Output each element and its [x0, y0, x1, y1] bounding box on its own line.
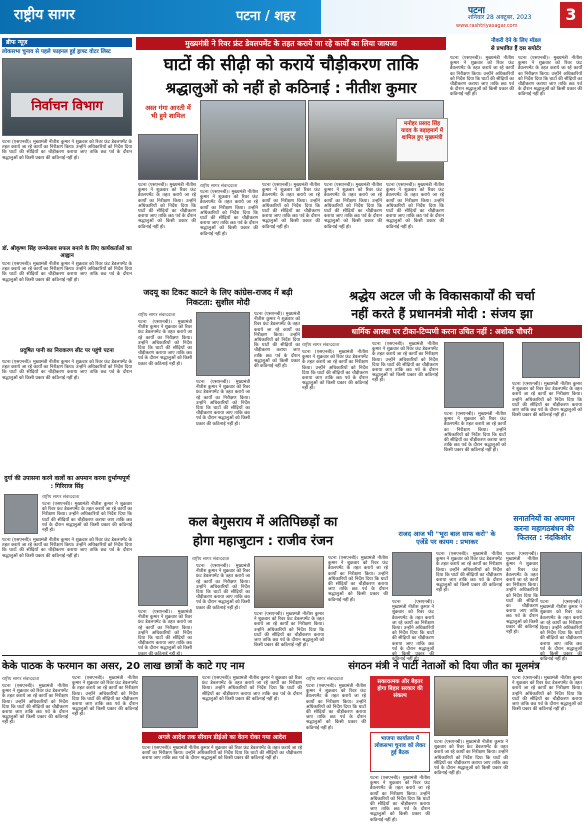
- brief2-headline: डॉ. श्रीकृष्ण सिंह जन्मोत्सव सफल बनाने के लिए कार्यकर्ताओं का आह्वान: [2, 246, 132, 259]
- begusarai-body-d: पटना (एसएनबी)। मुख्यमंत्री नीतीश कुमार ने शुक्रवार को रिवर फ्रंट डेवलपमेंट के तहत कराये जा रहे कार्यों का निरीक्षण किया। उन्होंने अधिकारियों को निर्देश दिया कि घाटों की सीढ़ियों का चौड़ीकरण कराया जाए ताकि छठ पर्व के दौरान श्रद्धालुओं को किसी प्रकार की कठिनाई नहीं हो।: [328, 556, 388, 603]
- lead-body-col1: पटना (एसएनबी)। मुख्यमंत्री नीतीश कुमार ने शुक्रवार को रिवर फ्रंट डेवलपमेंट के तहत कराये जा रहे कार्यों का निरीक्षण किया। उन्होंने अधिकारियों को निर्देश दिया कि घाटों की सीढ़ियों का चौड़ीकरण कराया जाए ताकि छठ पर्व के दौरान श्रद्धालुओं को किसी प्रकार की कठिनाई नहीं हो।: [138, 183, 196, 230]
- atal-body-b: पटना (एसएनबी)। मुख्यमंत्री नीतीश कुमार ने शुक्रवार को रिवर फ्रंट डेवलपमेंट के तहत कराये जा रहे कार्यों का निरीक्षण किया। उन्होंने अधिकारियों को निर्देश दिया कि घाटों की सीढ़ियों का चौड़ीकरण कराया जाए ताकि छठ पर्व के दौरान श्रद्धालुओं को किसी प्रकार की कठिनाई नहीं हो।: [372, 342, 438, 384]
- right-body-a: पटना (एसएनबी)। मुख्यमंत्री नीतीश कुमार ने शुक्रवार को रिवर फ्रंट डेवलपमेंट के तहत कराये जा रहे कार्यों का निरीक्षण किया। उन्होंने अधिकारियों को निर्देश दिया कि घाटों की सीढ़ियों का चौड़ीकरण कराया जाए ताकि छठ पर्व के दौरान श्रद्धालुओं को किसी प्रकार की कठिनाई नहीं हो।: [450, 56, 514, 98]
- prabhakar-photo: [392, 552, 432, 596]
- brief3-headline: प्रदूषित पानी का निराकरण सीट पर पहुंचे पटना: [20, 348, 114, 354]
- newspaper-brand: राष्ट्रीय सागर: [14, 7, 75, 23]
- election-office-photo: [2, 58, 132, 136]
- atal-body-a: पटना (एसएनबी)। मुख्यमंत्री नीतीश कुमार ने शुक्रवार को रिवर फ्रंट डेवलपमेंट के तहत कराये जा रहे कार्यों का निरीक्षण किया। उन्होंने अधिकारियों को निर्देश दिया कि घाटों की सीढ़ियों का चौड़ीकरण कराया जाए ताकि छठ पर्व के दौरान श्रद्धालुओं को किसी प्रकार की कठिनाई नहीं हो।: [302, 350, 368, 392]
- kk-body-c: पटना (एसएनबी)। मुख्यमंत्री नीतीश कुमार ने शुक्रवार को रिवर फ्रंट डेवलपमेंट के तहत कराये जा रहे कार्यों का निरीक्षण किया। उन्होंने अधिकारियों को निर्देश दिया कि घाटों की सीढ़ियों का चौड़ीकरण कराया जाए ताकि छठ पर्व के दौरान श्रद्धालुओं को किसी प्रकार की कठिनाई नहीं हो।: [202, 676, 302, 702]
- begusarai-event-photo: [254, 556, 324, 608]
- lead-photo-caption-2: भी हुये शामिल: [150, 112, 186, 120]
- ashok-headline-bar: धार्मिक आस्था पर टीका-टिप्पणी करना उचित नहीं : अशोक चौधरी: [302, 325, 582, 338]
- kk-box-body: पटना (एसएनबी)। मुख्यमंत्री नीतीश कुमार ने शुक्रवार को रिवर फ्रंट डेवलपमेंट के तहत कराये जा रहे कार्यों का निरीक्षण किया। उन्होंने अधिकारियों को निर्देश दिया कि घाटों की सीढ़ियों का चौड़ीकरण कराया जाए ताकि छठ पर्व के दौरान श्रद्धालुओं को किसी प्रकार की कठिनाई नहीं हो।: [142, 746, 302, 762]
- brief-news-kicker: ब्रीफ न्यूज़: [2, 38, 132, 47]
- nandkishore-photo: [540, 552, 582, 596]
- giriraj-photo: [4, 494, 38, 534]
- sanatan-body-a: पटना (एसएनबी)। मुख्यमंत्री नीतीश कुमार ने शुक्रवार को रिवर फ्रंट डेवलपमेंट के तहत कराये जा रहे कार्यों का निरीक्षण किया। उन्होंने अधिकारियों को निर्देश दिया कि घाटों की सीढ़ियों का चौड़ीकरण कराया जाए ताकि छठ पर्व के दौरान श्रद्धालुओं को किसी प्रकार की कठिनाई नहीं हो।: [506, 552, 538, 636]
- kk-body-a: पटना (एसएनबी)। मुख्यमंत्री नीतीश कुमार ने शुक्रवार को रिवर फ्रंट डेवलपमेंट के तहत कराये जा रहे कार्यों का निरीक्षण किया। उन्होंने अधिकारियों को निर्देश दिया कि घाटों की सीढ़ियों का चौड़ीकरण कराया जाए ताकि छठ पर्व के दौरान श्रद्धालुओं को किसी प्रकार की कठिनाई नहीं हो।: [2, 684, 68, 726]
- rjd-body-a: पटना (एसएनबी)। मुख्यमंत्री नीतीश कुमार ने शुक्रवार को रिवर फ्रंट डेवलपमेंट के तहत कराये जा रहे कार्यों का निरीक्षण किया। उन्होंने अधिकारियों को निर्देश दिया कि घाटों की सीढ़ियों का चौड़ीकरण कराया जाए ताकि छठ पर्व के दौरान श्रद्धालुओं को किसी प्रकार की कठिनाई नहीं हो।: [436, 552, 502, 594]
- lead-photo-caption-1: अस्त गंगा आरती में: [145, 104, 191, 112]
- lead-headline-line1: घाटों की सीढ़ी को करायें चौड़ीकरण ताकि: [163, 55, 419, 75]
- kk-headline: केके पाठक के फरमान का असर, 20 लाख छात्रों के काटे गए नाम: [2, 661, 245, 672]
- brief1-body: पटना (एसएनबी)। मुख्यमंत्री नीतीश कुमार ने शुक्रवार को रिवर फ्रंट डेवलपमेंट के तहत कराये जा रहे कार्यों का निरीक्षण किया। उन्होंने अधिकारियों को निर्देश दिया कि घाटों की सीढ़ियों का चौड़ीकरण कराया जाए ताकि छठ पर्व के दौरान श्रद्धालुओं को किसी प्रकार की कठिनाई नहीं हो।: [2, 140, 132, 161]
- sangathan-body-b: पटना (एसएनबी)। मुख्यमंत्री नीतीश कुमार ने शुक्रवार को रिवर फ्रंट डेवलपमेंट के तहत कराये जा रहे कार्यों का निरीक्षण किया। उन्होंने अधिकारियों को निर्देश दिया कि घाटों की सीढ़ियों का चौड़ीकरण कराया जाए ताकि छठ पर्व के दौरान श्रद्धालुओं को किसी प्रकार की कठिनाई नहीं हो।: [370, 776, 430, 823]
- begusarai-body-a: पटना (एसएनबी)। मुख्यमंत्री नीतीश कुमार ने शुक्रवार को रिवर फ्रंट डेवलपमेंट के तहत कराये जा रहे कार्यों का निरीक्षण किया। उन्होंने अधिकारियों को निर्देश दिया कि घाटों की सीढ़ियों का चौड़ीकरण कराया जाए ताकि छठ पर्व के दौरान श्रद्धालुओं को किसी: [138, 610, 192, 652]
- page-number: 3: [560, 2, 582, 28]
- brief4-headline: दुर्गा की उपासना करने वालों का अपमान करना दुर्भाग्यपूर्ण : गिरिराज सिंह: [4, 475, 130, 490]
- rajiv-ranjan-photo: [138, 556, 188, 606]
- begusarai-body-b: पटना (एसएनबी)। मुख्यमंत्री नीतीश कुमार ने शुक्रवार को रिवर फ्रंट डेवलपमेंट के तहत कराये जा रहे कार्यों का निरीक्षण किया। उन्होंने अधिकारियों को निर्देश दिया कि घाटों की सीढ़ियों का चौड़ीकरण कराया जाए ताकि छठ पर्व के दौरान श्रद्धालुओं को किसी प्रकार की कठिनाई नहीं हो।: [196, 564, 250, 611]
- lead-body-col4: पटना (एसएनबी)। मुख्यमंत्री नीतीश कुमार ने शुक्रवार को रिवर फ्रंट डेवलपमेंट के तहत कराये जा रहे कार्यों का निरीक्षण किया। उन्होंने अधिकारियों को निर्देश दिया कि घाटों की सीढ़ियों का चौड़ीकरण कराया जाए ताकि छठ पर्व के दौरान श्रद्धालुओं को किसी प्रकार की कठिनाई नहीं हो।: [324, 183, 382, 230]
- kk-pathak-photo: [142, 676, 198, 728]
- lead-headline-line2: श्रद्धालुओं को नहीं हो कठिनाई : नीतीश कुमार: [165, 79, 417, 97]
- lead-body-col5: पटना (एसएनबी)। मुख्यमंत्री नीतीश कुमार ने शुक्रवार को रिवर फ्रंट डेवलपमेंट के तहत कराये जा रहे कार्यों का निरीक्षण किया। उन्होंने अधिकारियों को निर्देश दिया कि घाटों की सीढ़ियों का चौड़ीकरण कराया जाए ताकि छठ पर्व के दौरान श्रद्धालुओं को किसी प्रकार की कठिनाई नहीं हो।: [386, 183, 444, 230]
- atal-reporter: राष्ट्रीय सागर संवाददाता: [302, 343, 340, 348]
- atal-headline-line2: नहीं करते हैं प्रधानमंत्री मोदी : संजय झा: [351, 306, 533, 321]
- jdu-reporter: राष्ट्रीय सागर संवाददाता: [138, 313, 176, 318]
- begusarai-reporter: राष्ट्रीय सागर संवाददाता: [192, 557, 230, 562]
- section-title: पटना / शहर: [236, 9, 296, 24]
- right-kicker: नौकरी देने के लिए मॉडल: [491, 38, 541, 44]
- sanatan-body-b: पटना (एसएनबी)। मुख्यमंत्री नीतीश कुमार ने शुक्रवार को रिवर फ्रंट डेवलपमेंट के तहत कराये जा रहे कार्यों का निरीक्षण किया। उन्होंने अधिकारियों को निर्देश दिया कि घाटों की सीढ़ियों का चौड़ीकरण कराया जाए ताकि छठ पर्व के दौरान श्रद्धालुओं कठिनाई नहीं हो।: [540, 600, 582, 663]
- ashok-choudhary-photo: [522, 342, 580, 378]
- rjd-body-b: पटना (एसएनबी)। मुख्यमंत्री नीतीश कुमार ने शुक्रवार को रिवर फ्रंट डेवलपमेंट के तहत कराये जा रहे कार्यों का निरीक्षण किया। उन्होंने अधिकारियों को निर्देश दिया कि घाटों की सीढ़ियों का चौड़ीकरण कराया जाए ताकि छठ पर्व के दौरान श्रद्धालुओं कठिनाई नहीं हो।: [392, 600, 434, 663]
- sangathan-box-2: भाजपा कार्यालय में लोकसभा चुनाव को लेकर हुई बैठक: [370, 732, 430, 772]
- lead-photo-main: [200, 100, 306, 180]
- brief2-body: पटना (एसएनबी)। मुख्यमंत्री नीतीश कुमार ने शुक्रवार को रिवर फ्रंट डेवलपमेंट के तहत कराये जा रहे कार्यों का निरीक्षण किया। उन्होंने अधिकारियों को निर्देश दिया कि घाटों की सीढ़ियों का चौड़ीकरण कराया जाए ताकि छठ पर्व के दौरान श्रद्धालुओं को किसी प्रकार की कठिनाई नहीं हो।: [2, 262, 132, 283]
- begusarai-headline-line2: होगा महाजुटान : राजीव रंजन: [192, 534, 334, 549]
- lead-photo-aarti: [138, 134, 198, 180]
- rjd-headline: राजद आज भी "भूरा बाल साफ करो" के एजेंडे पर कायम : प्रभाकर: [398, 530, 496, 546]
- sangathan-body-a: पटना (एसएनबी)। मुख्यमंत्री नीतीश कुमार ने शुक्रवार को रिवर फ्रंट डेवलपमेंट के तहत कराये जा रहे कार्यों का निरीक्षण किया। उन्होंने अधिकारियों को निर्देश दिया कि घाटों की सीढ़ियों का चौड़ीकरण कराया जाए ताकि छठ पर्व के दौरान श्रद्धालुओं को किसी प्रकार की कठिनाई नहीं हो।: [306, 684, 366, 731]
- lead-reporter: राष्ट्रीय सागर संवाददाता: [200, 184, 238, 189]
- lead-body-col3: पटना (एसएनबी)। मुख्यमंत्री नीतीश कुमार ने शुक्रवार को रिवर फ्रंट डेवलपमेंट के तहत कराये जा रहे कार्यों का निरीक्षण किया। उन्होंने अधिकारियों को निर्देश दिया कि घाटों की सीढ़ियों का चौड़ीकरण कराया जाए ताकि छठ पर्व के दौरान श्रद्धालुओं को किसी प्रकार की कठिनाई नहीं हो।: [262, 183, 320, 230]
- sangathan-reporter: राष्ट्रीय सागर संवाददाता: [306, 677, 344, 682]
- right-kicker-2: से प्रभावित हैं दस सपोर्टर: [490, 46, 542, 52]
- begusarai-headline-line1: कल बेगुसराय में अतिपिछड़ों का: [188, 515, 338, 530]
- jdu-headline: जदयू का टिकट काटने के लिए कांग्रेस-राजद में बढ़ी निकटता: सुशील मोदी: [143, 288, 293, 307]
- jdu-body-b: पटना (एसएनबी)। मुख्यमंत्री नीतीश कुमार ने शुक्रवार को रिवर फ्रंट डेवलपमेंट के तहत कराये जा रहे कार्यों का निरीक्षण किया। उन्होंने अधिकारियों को निर्देश दिया कि घाटों की सीढ़ियों का चौड़ीकरण कराया जाए ताकि छठ पर्व के दौरान श्रद्धालुओं को किसी प्रकार की कठिनाई नहीं हो।: [196, 380, 250, 427]
- atal-body-c: पटना (एसएनबी)। मुख्यमंत्री नीतीश कुमार ने शुक्रवार को रिवर फ्रंट डेवलपमेंट के तहत कराये जा रहे कार्यों का निरीक्षण किया। उन्होंने अधिकारियों को निर्देश दिया कि घाटों की सीढ़ियों का चौड़ीकरण कराया जाए ताकि छठ पर्व के दौरान श्रद्धालुओं को किसी प्रकार की कठिनाई नहीं हो।: [444, 412, 506, 454]
- brief3-body: पटना (एसएनबी)। मुख्यमंत्री नीतीश कुमार ने शुक्रवार को रिवर फ्रंट डेवलपमेंट के तहत कराये जा रहे कार्यों का निरीक्षण किया। उन्होंने अधिकारियों को निर्देश दिया कि घाटों की सीढ़ियों का चौड़ीकरण कराया जाए ताकि छठ पर्व के दौरान श्रद्धालुओं को किसी प्रकार की कठिनाई नहीं हो।: [2, 360, 132, 381]
- sangathan-box-1: सकारात्मक और बेहतर होगा बिहार सरकार की संकल्प: [370, 676, 430, 728]
- sangathan-headline: संगठन मंत्री ने पार्टी नेताओं को दिया जीत का मूलमंत्र: [348, 661, 540, 672]
- brief4-reporter: राष्ट्रीय सागर संवाददाता: [42, 495, 80, 500]
- kk-box-headline: अगले आदेश तक सीवान डीईओ का वेतन रोका गया आदेश: [142, 732, 302, 743]
- sangathan-body-d: पटना (एसएनबी)। मुख्यमंत्री नीतीश कुमार ने शुक्रवार को रिवर फ्रंट डेवलपमेंट के तहत कराये जा रहे कार्यों का निरीक्षण किया। उन्होंने अधिकारियों को निर्देश दिया कि घाटों की सीढ़ियों का चौड़ीकरण कराया जाए ताकि छठ पर्व के दौरान श्रद्धालुओं को किसी प्रकार की कठिनाई नहीं हो।: [512, 676, 582, 713]
- brief4-body-a: पटना (एसएनबी)। मुख्यमंत्री नीतीश कुमार ने शुक्रवार को रिवर फ्रंट डेवलपमेंट के तहत कराये जा रहे कार्यों का निरीक्षण किया। उन्होंने अधिकारियों को निर्देश दिया कि घाटों की सीढ़ियों का चौड़ीकरण कराया जाए ताकि छठ पर्व के दौरान श्रद्धालुओं को किसी प्रकार की कठिनाई नहीं हो।: [42, 502, 132, 534]
- jdu-body-a: पटना (एसएनबी)। मुख्यमंत्री नीतीश कुमार ने शुक्रवार को रिवर फ्रंट डेवलपमेंट के तहत कराये जा रहे कार्यों का निरीक्षण किया। उन्होंने अधिकारियों को निर्देश दिया कि घाटों की सीढ़ियों का चौड़ीकरण कराया जाए ताकि छठ पर्व के दौरान श्रद्धालुओं को किसी प्रकार की कठिनाई नहीं हो।: [138, 320, 192, 367]
- bottom-divider: [2, 655, 582, 656]
- right-body-b: पटना (एसएनबी)। मुख्यमंत्री नीतीश कुमार ने शुक्रवार को रिवर फ्रंट डेवलपमेंट के तहत कराये जा रहे कार्यों का निरीक्षण किया। उन्होंने अधिकारियों को निर्देश दिया कि घाटों की सीढ़ियों का चौड़ीकरण कराया जाए ताकि छठ पर्व के दौरान श्रद्धालुओं को किसी प्रकार की कठिनाई नहीं हो।: [518, 56, 582, 98]
- sangathan-body-c: पटना (एसएनबी)। मुख्यमंत्री नीतीश कुमार ने शुक्रवार को रिवर फ्रंट डेवलपमेंट के तहत कराये जा रहे कार्यों का निरीक्षण किया। उन्होंने अधिकारियों को निर्देश दिया कि घाटों की सीढ़ियों का चौड़ीकरण कराया जाए ताकि छठ पर्व के दौरान श्रद्धालुओं को किसी प्रकार की कठिनाई नहीं हो।: [434, 740, 508, 777]
- side-story-headline: मनोहर प्रसाद सिंह यादव के बड़ाहमार्ग में शामिल हुए मुख्यमंत्री: [400, 121, 444, 141]
- sushil-modi-photo: [196, 312, 250, 376]
- brief4-body-b: पटना (एसएनबी)। मुख्यमंत्री नीतीश कुमार ने शुक्रवार को रिवर फ्रंट डेवलपमेंट के तहत कराये जा रहे कार्यों का निरीक्षण किया। उन्होंने अधिकारियों को निर्देश दिया कि घाटों की सीढ़ियों का चौड़ीकरण कराया जाए ताकि छठ पर्व के दौरान श्रद्धालुओं को किसी प्रकार की कठिनाई नहीं हो।: [2, 538, 132, 559]
- lead-strap: मुख्यमंत्री ने रिवर फ्रंट डेवलपमेंट के तहत कराये जा रहे कार्यों का लिया जायजा: [136, 37, 446, 50]
- election-office-sign: निर्वाचन विभाग: [11, 93, 123, 117]
- kk-reporter: राष्ट्रीय सागर संवाददाता: [2, 677, 40, 682]
- ashok-body: पटना (एसएनबी)। मुख्यमंत्री नीतीश कुमार ने शुक्रवार को रिवर फ्रंट डेवलपमेंट के तहत कराये जा रहे कार्यों का निरीक्षण किया। उन्होंने अधिकारियों को निर्देश दिया कि घाटों की सीढ़ियों का चौड़ीकरण कराया जाए ताकि छठ पर्व के दौरान श्रद्धालुओं को किसी प्रकार की कठिनाई नहीं हो।: [512, 382, 582, 419]
- header-website: www.rashtriyasagar.com: [456, 23, 518, 29]
- sangathan-meeting-photo: [434, 676, 508, 736]
- sanjay-jha-photo: [444, 342, 504, 408]
- jdu-body-c: पटना (एसएनबी)। मुख्यमंत्री नीतीश कुमार ने शुक्रवार को रिवर फ्रंट डेवलपमेंट के तहत कराये जा रहे कार्यों का निरीक्षण किया। उन्होंने अधिकारियों को निर्देश दिया कि घाटों की सीढ़ियों का चौड़ीकरण कराया जाए ताकि छठ पर्व के दौरान श्रद्धालुओं को किसी प्रकार की कठिनाई नहीं हो।: [254, 312, 300, 370]
- lead-body-col2: पटना (एसएनबी)। मुख्यमंत्री नीतीश कुमार ने शुक्रवार को रिवर फ्रंट डेवलपमेंट के तहत कराये जा रहे कार्यों का निरीक्षण किया। उन्होंने अधिकारियों को निर्देश दिया कि घाटों की सीढ़ियों का चौड़ीकरण कराया जाए ताकि छठ पर्व के दौरान श्रद्धालुओं को किसी प्रकार की कठिनाई नहीं हो।: [200, 190, 258, 237]
- kk-body-b: पटना (एसएनबी)। मुख्यमंत्री नीतीश कुमार ने शुक्रवार को रिवर फ्रंट डेवलपमेंट के तहत कराये जा रहे कार्यों का निरीक्षण किया। उन्होंने अधिकारियों को निर्देश दिया कि घाटों की सीढ़ियों का चौड़ीकरण कराया जाए ताकि छठ पर्व के दौरान श्रद्धालुओं को किसी प्रकार की कठिनाई नहीं हो।: [72, 676, 138, 718]
- atal-headline-line1: श्रद्धेय अटल जी के विकासकार्यों की चर्चा: [349, 288, 535, 303]
- sanatan-headline: सनातनियों का अपमान करना महागठबंधन की फितरत : नंदकिशोर: [513, 514, 575, 542]
- header-city: पटना: [468, 6, 485, 16]
- begusarai-body-c: पटना (एसएनबी)। मुख्यमंत्री नीतीश कुमार ने शुक्रवार को रिवर फ्रंट डेवलपमेंट के तहत कराये जा रहे कार्यों का निरीक्षण किया। उन्होंने अधिकारियों को निर्देश दिया कि घाटों की सीढ़ियों का चौड़ीकरण कराया जाए ताकि छठ पर्व के दौरान श्रद्धालुओं को किसी प्रकार की कठिनाई नहीं हो।: [254, 612, 324, 649]
- brief1-headline: लोकसभा चुनाव से पहले फाइनल हुई ड्राफ्ट वोटर लिस्ट: [2, 49, 111, 55]
- header-date: शनिवार 28 अक्टूबर, 2023: [468, 14, 532, 21]
- side-story-box: [396, 118, 448, 162]
